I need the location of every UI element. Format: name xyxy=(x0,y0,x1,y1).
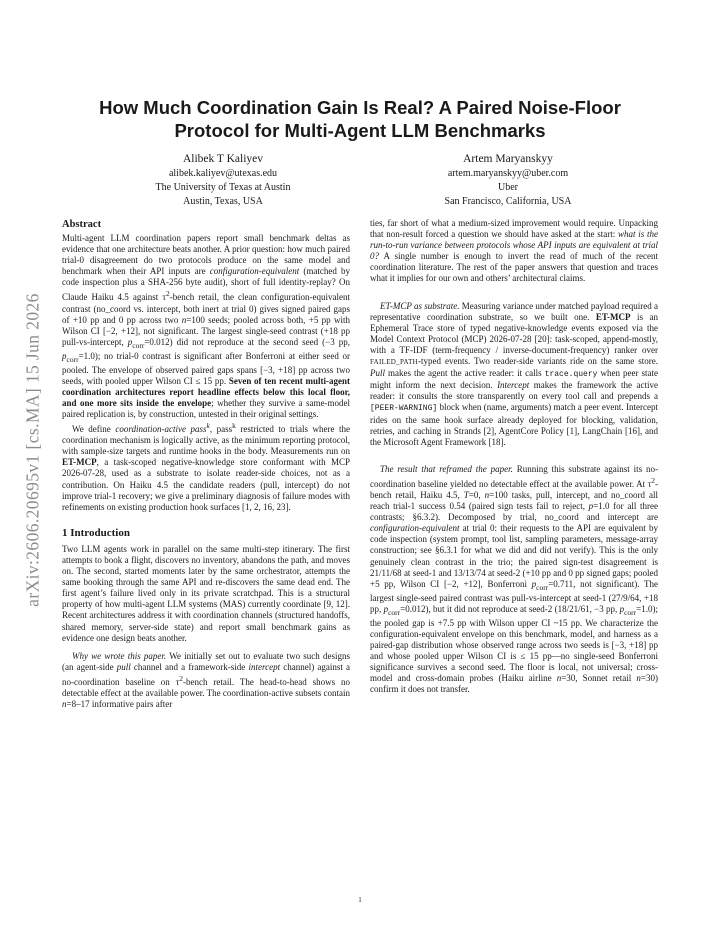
author-name: Alibek T Kaliyev xyxy=(182,153,264,165)
et-mcp-paragraph: ET-MCP as substrate. Measuring variance under matched payload required a representative coordination substrate, so we built one. ET-MCP is an Ephemeral Trace store of typed negative-knowledge events exposed via the Model Context Protocol (MCP) 2026-07-28 [20]: task-scoped, append-mostly, with a TF-IDF (term-frequency / inverse-document-frequency) ranker over FAILED_PATH-typed events. Two reader-side variants ride on the same store. Pull makes the agent the active reader: it calls trace.query when peer state might inform the next decision. Intercept makes the framework the active reader: it consults the store transparently on every tool call and prepends a [PEER-WARNING] block when (name, arguments) match a peer event. Intercept rides on the same hook surface already deployed for blocking, validation, retries, and caching in Strands [2], AgentCore Policy [1], LangChain [16], and the Microsoft Agent Framework [18]. xyxy=(370,300,659,447)
paper-title: How Much Coordination Gain Is Real? A Paired Noise-Floor Protocol for Multi-Agent LLM Benchmarks xyxy=(99,97,621,141)
author-location: Austin, Texas, USA xyxy=(183,196,263,207)
author-affiliation: The University of Texas at Austin xyxy=(155,182,291,193)
right-paragraph-1: ties, far short of what a medium-sized improvement would require. Unpacking that non-result forced a question we should have asked at the start: what is the run-to-run variance between protocols whose API inputs are equivalent at trial 0? A single number is enough to invert the read of much of the recent coordination literature. The rest of the paper answers that question and traces what it implies for our own and others’ architectural claims. xyxy=(370,218,658,284)
left-column xyxy=(62,218,350,710)
abstract-heading: Abstract xyxy=(62,219,102,230)
section-1-heading: 1 Introduction xyxy=(62,526,130,539)
arxiv-identifier: arXiv:2606.20695v1 [cs.MA] 15 Jun 2026 xyxy=(22,293,43,607)
result-paragraph: The result that reframed the paper. Running this substrate against its no-coordination baseline yielded no detectable effect at the available power. At $\tau^2$-bench retail, Haiku 4.5, T=0, n=100 tasks, pull, intercept, and no_coord all reach trial-1 success 0.54 (paired sign tests fail to reject, p=1.0 for all three contrasts; §6.3.2). Decomposed by trial, no_coord and intercept are configuration-equivalent at trial 0: their requests to the API are equivalent by code inspection (system prompt, tool list, sampling parameters, message-array construction; see §6.3.1 for what we did and did not verify). This is the only genuinely clean contrast in the trio; the paired sign-test disagreement is 21/11/68 at seed-1 and 13/13/74 at seed-2 (+10 pp and 0 pp signed gaps; pooled +5 pp, Wilson CI [−2, +12], Bonferroni $p_{corr}=0.711$, not significant). The largest single-seed paired contrast was pull-vs-intercept at seed-1 (27/9/64, +18 pp, $p_{corr}=0.012$), but it did not reproduce at seed-2 (18/21/61, −3 pp, $p_{corr}=1.0$); the pooled gap is +7.5 pp with Wilson upper CI ~15 pp. We characterize the configuration-equivalent envelope on this benchmark, model, and harness as a paired-gap distribution whose observed range across two seeds is [−3, +18] pp and whose pooled upper Wilson CI is ≤ 15 pp—no single-seed Bonferroni significance survives a second seed. The floor is local, not universal; cross-model and cross-domain probes (Haiku airline n=30, Sonnet retail n=30) confirm it does not transfer. xyxy=(370,463,658,695)
intro-paragraph-1: Two LLM agents work in parallel on the same multi-step itinerary. The first attempts to book a flight, discovers no inventory, abandons the path, and moves on. The second, started moments later by the same orchestrator, attempts the same booking through the same API and re-discovers the same dead end. The first agent’s failure lived only in its private scratchpad. This is a structural property of how multi-agent LLM systems (MAS) currently coordinate [9, 12]. Recent architectures address it with coordination channels (structured handoffs, shared memory, server-side state) and report small benchmark gains as evidence one design beats another. xyxy=(62,543,350,643)
author-location: San Francisco, California, USA xyxy=(444,196,572,207)
abstract-paragraph-1: Multi-agent LLM coordination papers report small benchmark deltas as evidence that one architecture beats another. A prior question: how much paired trial-0 disagreement do two protocols produce on the same model and benchmark when their API inputs are configuration-equivalent (matched by code inspection plus a SHA-256 byte audit), short of full identity-replay? On Claude Haiku 4.5 against $\tau^2$-bench retail, the clean configuration-equivalent contrast (no_coord vs. intercept, both inert at trial 0) gives signed paired gaps of +10 pp and 0 pp across two n=100 seeds; pooled across both, +5 pp with Wilson CI [−2, +12], not significant. The largest single-seed contrast (+18 pp pull-vs-intercept, $p_{corr}=0.012$) did not reproduce at the second seed (−3 pp, $p_{corr}=1.0$); no trial-0 contrast is significant after Bonferroni at either seed or pooled. The envelope of observed paired gaps spans [−3, +18] pp across two seeds, with pooled upper Wilson CI ≤ 15 pp. Seven of ten recent multi-agent coordination architectures report headline effects below this local floor, and one more sits inside the envelope; whether they survive a same-model paired replication is, by construction, untested in their original settings. xyxy=(62,233,351,419)
abstract-paragraph-2: We define coordination-active pass$^k$, pass$^k$ restricted to trials where the coordination mechanism is logically active, as the minimum reporting protocol, with sample-size targets and runtime hooks in the body. Measurements run on ET-MCP, a task-scoped negative-knowledge store conformant with MCP 2026-07-28, used as a substrate to isolate reader-side choices, not as a contribution. On Haiku 4.5 the candidate readers (pull, intercept) do not improve trial-1 recovery; we give a preliminary diagnosis of failure modes with refinements on existing production hook surfaces [1, 2, 16, 23]. xyxy=(62,421,350,512)
author-email: alibek.kaliyev@utexas.edu xyxy=(168,168,278,179)
right-column xyxy=(370,218,658,695)
author-block-2 xyxy=(388,152,628,209)
page-number: 1 xyxy=(358,896,362,904)
author-email: artem.maryanskyy@uber.com xyxy=(447,168,569,179)
author-affiliation: Uber xyxy=(498,182,518,193)
author-block-1 xyxy=(103,152,343,209)
author-name: Artem Maryanskyy xyxy=(463,153,553,165)
arxiv-stamp xyxy=(18,255,48,645)
intro-paragraph-2: Why we wrote this paper. We initially set out to evaluate two such designs (an agent-side pull channel and a framework-side intercept channel) against a no-coordination baseline on $\tau^2$-bench retail. The head-to-head shows no detectable effect at the available power. The coordination-active subsets contain n=8–17 informative pairs after xyxy=(62,650,351,710)
